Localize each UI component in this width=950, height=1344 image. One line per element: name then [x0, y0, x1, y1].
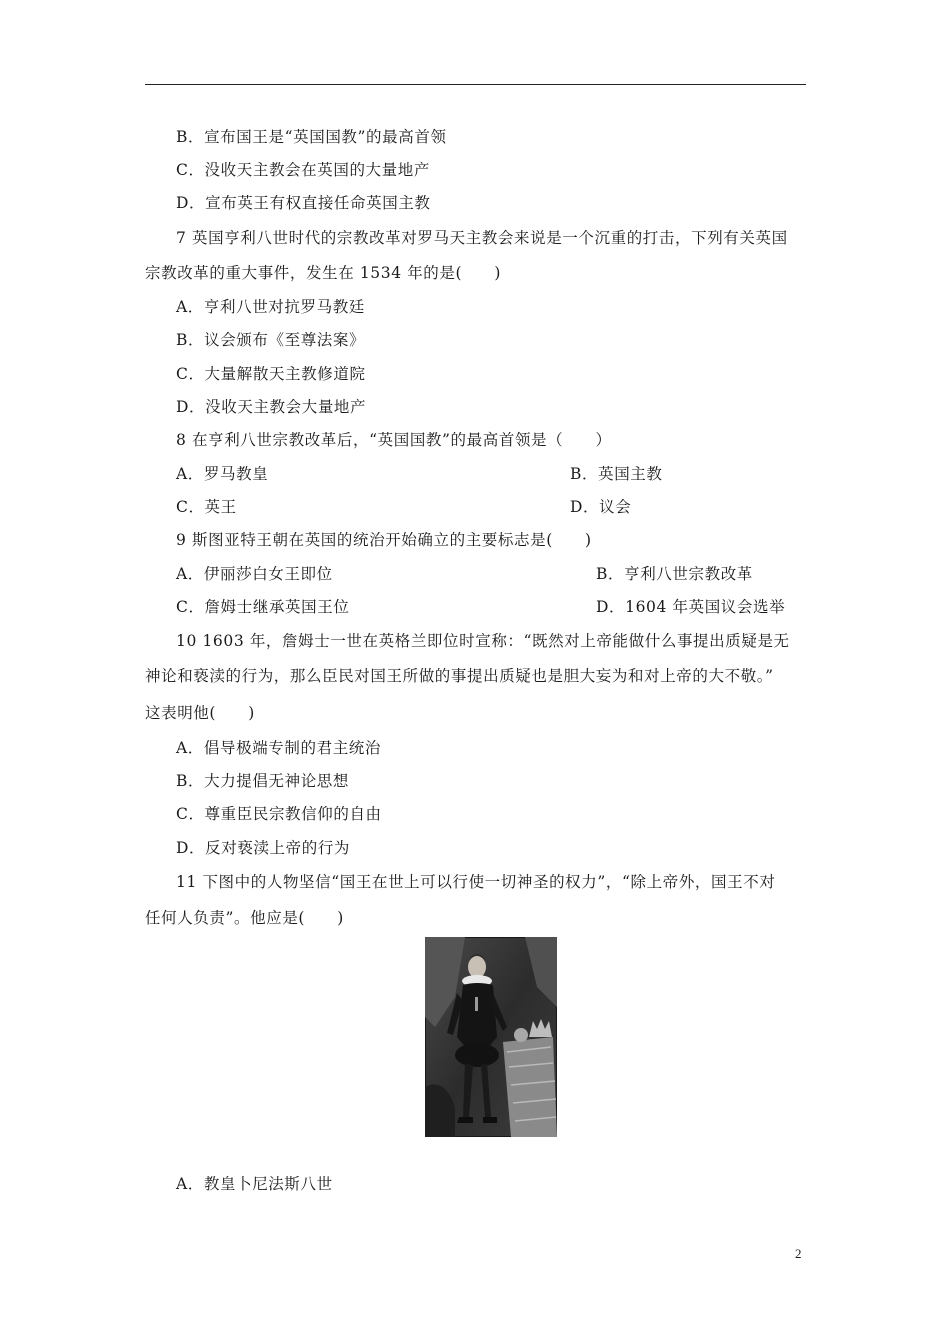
q8-stem: 8 在亨利八世宗教改革后，“英国国教”的最高首领是（ ）: [176, 431, 612, 449]
q10-stem-line-1: 10 1603 年，詹姆士一世在英格兰即位时宣称：“既然对上帝能做什么事提出质疑是无: [176, 632, 790, 650]
q7-stem-line-2: 宗教改革的重大事件，发生在 1534 年的是( ): [145, 264, 501, 282]
q9-option-d: D．1604 年英国议会选举: [596, 598, 786, 616]
header-rule: [145, 84, 806, 85]
q11-stem-line-1: 11 下图中的人物坚信“国王在世上可以行使一切神圣的权力”，“除上帝外，国王不对: [176, 873, 776, 891]
q10-stem-line-2: 神论和亵渎的行为，那么臣民对国王所做的事提出质疑也是胆大妄为和对上帝的大不敬。”: [145, 667, 774, 685]
q7-option-c: C．大量解散天主教修道院: [176, 365, 366, 383]
q8-option-c: C．英王: [176, 498, 237, 516]
q9-stem: 9 斯图亚特王朝在英国的统治开始确立的主要标志是( ): [176, 531, 592, 549]
q6-option-b: B．宣布国王是“英国国教”的最高首领: [176, 128, 447, 146]
q8-option-a: A．罗马教皇: [176, 465, 269, 483]
q9-option-a: A．伊丽莎白女王即位: [176, 565, 333, 583]
q11-stem-line-2: 任何人负责”。他应是( ): [145, 909, 344, 927]
q6-option-d: D．宣布英王有权直接任命英国主教: [176, 194, 431, 212]
q10-option-d: D．反对亵渎上帝的行为: [176, 839, 351, 857]
q7-option-b: B．议会颁布《至尊法案》: [176, 331, 366, 349]
q10-option-c: C．尊重臣民宗教信仰的自由: [176, 805, 382, 823]
king-portrait-image: [425, 937, 557, 1137]
q11-option-a: A．教皇卜尼法斯八世: [176, 1175, 333, 1193]
q8-option-b: B．英国主教: [570, 465, 663, 483]
q10-option-b: B．大力提倡无神论思想: [176, 772, 349, 790]
q9-option-c: C．詹姆士继承英国王位: [176, 598, 350, 616]
q8-option-d: D．议会: [570, 498, 632, 516]
q7-option-d: D．没收天主教会大量地产: [176, 398, 367, 416]
q10-stem-line-3: 这表明他( ): [145, 704, 255, 722]
page-number: 2: [795, 1246, 802, 1261]
q6-option-c: C．没收天主教会在英国的大量地产: [176, 161, 430, 179]
q7-option-a: A．亨利八世对抗罗马教廷: [176, 298, 365, 316]
q10-option-a: A．倡导极端专制的君主统治: [176, 739, 381, 757]
q9-option-b: B．亨利八世宗教改革: [596, 565, 753, 583]
q7-stem-line-1: 7 英国亨利八世时代的宗教改革对罗马天主教会来说是一个沉重的打击，下列有关英国: [176, 229, 788, 247]
